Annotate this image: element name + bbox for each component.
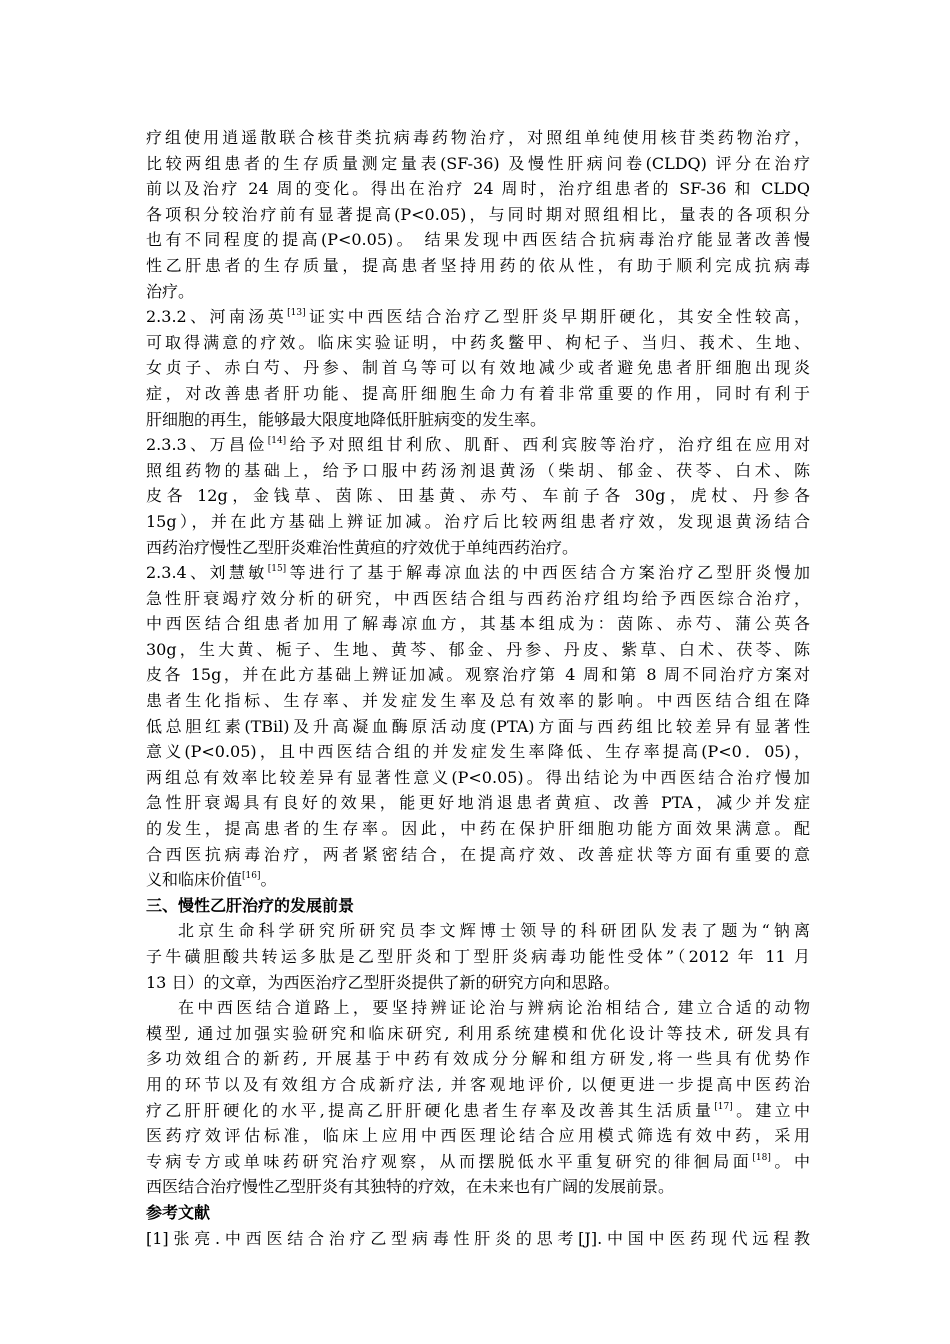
text-line: 急性肝衰竭具有良好的效果，能更好地消退患者黄疸、改善 PTA，减少并发症 — [146, 793, 810, 813]
text-line: 性乙肝患者的生存质量，提高患者坚持用药的依从性，有助于顺利完成抗病毒 — [146, 255, 810, 275]
references-heading: 参考文献 — [146, 1202, 211, 1222]
paragraph-research-news — [146, 918, 810, 995]
text-line: 中西医结合组患者加用了解毒凉血方，其基本组成为：茵陈、赤芍、蒲公英各 — [146, 614, 810, 634]
citation-ref: [13] — [287, 308, 306, 319]
text-line: 女贞子、赤白芍、丹参、制首乌等可以有效地减少或者避免患者肝细胞出现炎 — [146, 358, 810, 378]
text-run: 。中 — [770, 1151, 810, 1171]
text-line: 两组总有效率比较差异有显著性意义(P<0.05)。得出结论为中西医结合治疗慢加 — [146, 767, 810, 787]
text-line: 意义(P<0.05)，且中西医结合组的并发症发生率降低、生存率提高(P<0．05)， — [146, 742, 810, 762]
text-line — [146, 1098, 810, 1124]
text-line: 西医结合治疗慢性乙型肝炎有其独特的疗效，在未来也有广阔的发展前景。 — [146, 1177, 675, 1197]
text-line: 皮各 12g，金钱草、茵陈、田基黄、赤芍、车前子各 30g，虎杖、丹参各 — [146, 486, 810, 506]
text-line: 西药治疗慢性乙型肝炎难治性黄疸的疗效优于单纯西药治疗。 — [146, 537, 579, 557]
text-line: 疗组使用逍遥散联合核苷类抗病毒药物治疗，对照组单纯使用核苷类药物治疗， — [146, 128, 810, 147]
text-run: 专病专方或单味药研究治疗观察，从而摆脱低水平重复研究的徘徊局面 — [146, 1151, 753, 1171]
text-run: 2.3.2、河南汤英 — [146, 307, 288, 327]
text-line: 比较两组患者的生存质量测定量表(SF-36) 及慢性肝病问卷(CLDQ) 评分在治疗 — [146, 153, 810, 173]
citation-ref: [17] — [714, 1101, 733, 1112]
text-line: 合西医抗病毒治疗，两者紧密结合，在提高疗效、改善症状等方面有重要的意 — [146, 844, 810, 864]
text-line: 低总胆红素(TBil)及升高凝血酶原活动度(PTA)方面与西药组比较差异有显著性 — [146, 716, 810, 736]
text-line: 各项积分较治疗前有显著提高(P<0.05)，与同时期对照组相比，量表的各项积分 — [146, 204, 810, 224]
text-line: 的发生，提高患者的生存率。因此，中药在保护肝细胞功能方面效果满意。配 — [146, 819, 810, 839]
text-line: 前以及治疗 24 周的变化。得出在治疗 24 周时，治疗组患者的 SF-36 和 CLDQ — [146, 179, 810, 199]
text-line: 可取得满意的疗效。临床实验证明，中药炙鳖甲、枸杞子、当归、莪术、生地、 — [146, 332, 810, 352]
text-line: 照组药物的基础上，给予口服中药汤剂退黄汤（柴胡、郁金、茯苓、白术、陈 — [146, 460, 810, 480]
text-run: 义和临床价值 — [146, 870, 243, 890]
text-line: 症，对改善患者肝功能、提高肝细胞生命力有着非常重要的作用，同时有利于 — [146, 383, 810, 403]
text-run: 给予对照组甘利欣、肌酐、西利宾胺等治疗，治疗组在应用对 — [286, 435, 810, 455]
citation-ref: [14] — [267, 436, 287, 447]
text-line: 多功效组合的新药, 开展基于中药有效成分分解和组方研发,将一些具有优势作 — [146, 1049, 810, 1069]
text-line — [146, 1149, 810, 1175]
text-line: 模型, 通过加强实验研究和临床研究, 利用系统建模和优化设计等技术, 研发具有 — [146, 1023, 810, 1043]
text-line: 15g），并在此方基础上辨证加减。治疗后比较两组患者疗效，发现退黄汤结合 — [146, 511, 810, 531]
reference-item: [1]张亮.中西医结合治疗乙型病毒性肝炎的思考[J].中国中医药现代远程教 — [146, 1228, 810, 1248]
text-line — [146, 432, 810, 458]
text-run: 2.3.4、刘慧敏 — [146, 563, 268, 583]
citation-ref: [15] — [267, 564, 287, 575]
text-line — [146, 560, 810, 586]
text-line: 医药疗效评估标准，临床上应用中西医理论结合应用模式筛选有效中药，采用 — [146, 1126, 810, 1146]
paragraph-integrated-approach — [146, 995, 810, 1200]
citation-ref: [16] — [242, 871, 261, 882]
section-heading: 三、慢性乙肝治疗的发展前景 — [146, 895, 355, 915]
text-run: 证实中西医结合治疗乙型肝炎早期肝硬化，其安全性较高， — [305, 307, 810, 327]
text-line: 肝细胞的再生，能够最大限度地降低肝脏病变的发生率。 — [146, 409, 547, 429]
text-run: 疗乙肝肝硬化的水平,提高乙肝肝硬化患者生存率及改善其生活质量 — [146, 1100, 715, 1120]
text-run: 2.3.3、万昌俭 — [146, 435, 268, 455]
paragraph-2-3-4 — [146, 560, 810, 893]
text-line: 患者生化指标、生存率、并发症发生率及总有效率的影响。中西医结合组在降 — [146, 691, 810, 711]
citation-ref: [18] — [752, 1152, 771, 1163]
paragraph-quality-of-life — [146, 125, 810, 304]
text-line — [146, 867, 810, 893]
paragraph-2-3-3 — [146, 432, 810, 560]
text-line: 30g，生大黄、栀子、生地、黄芩、郁金、丹参、丹皮、紫草、白术、茯苓、陈 — [146, 639, 810, 659]
text-line: 在中西医结合道路上，要坚持辨证论治与辨病论治相结合, 建立合适的动物 — [178, 998, 810, 1018]
text-line: 治疗。 — [146, 281, 195, 301]
text-line — [146, 304, 810, 330]
text-run: 。 — [260, 870, 277, 890]
document-body — [146, 125, 810, 1251]
text-line: 子牛磺胆酸共转运多肽是乙型肝炎和丁型肝炎病毒功能性受体”（2012 年 11 月 — [146, 947, 810, 966]
paragraph-2-3-2 — [146, 304, 810, 432]
text-line: 用的环节以及有效组方合成新疗法, 并客观地评价, 以便更进一步提高中医药治 — [146, 1074, 810, 1094]
text-line: 皮各 15g，并在此方基础上辨证加减。观察治疗第 4 周和第 8 周不同治疗方案对 — [146, 665, 810, 685]
text-run: 等进行了基于解毒凉血法的中西医结合方案治疗乙型肝炎慢加 — [286, 563, 810, 583]
text-line: 急性肝衰竭疗效分析的研究，中西医结合组与西药治疗组均给予西医综合治疗， — [146, 588, 810, 608]
text-run: 。建立中 — [732, 1100, 810, 1120]
text-line: 13 日）的文章，为西医治疗乙型肝炎提供了新的研究方向和思路。 — [146, 972, 620, 992]
text-line: 也有不同程度的提高(P<0.05)。 结果发现中西医结合抗病毒治疗能显著改善慢 — [146, 230, 810, 250]
text-line: 北京生命科学研究所研究员李文辉博士领导的科研团队发表了题为“钠离 — [178, 921, 810, 941]
